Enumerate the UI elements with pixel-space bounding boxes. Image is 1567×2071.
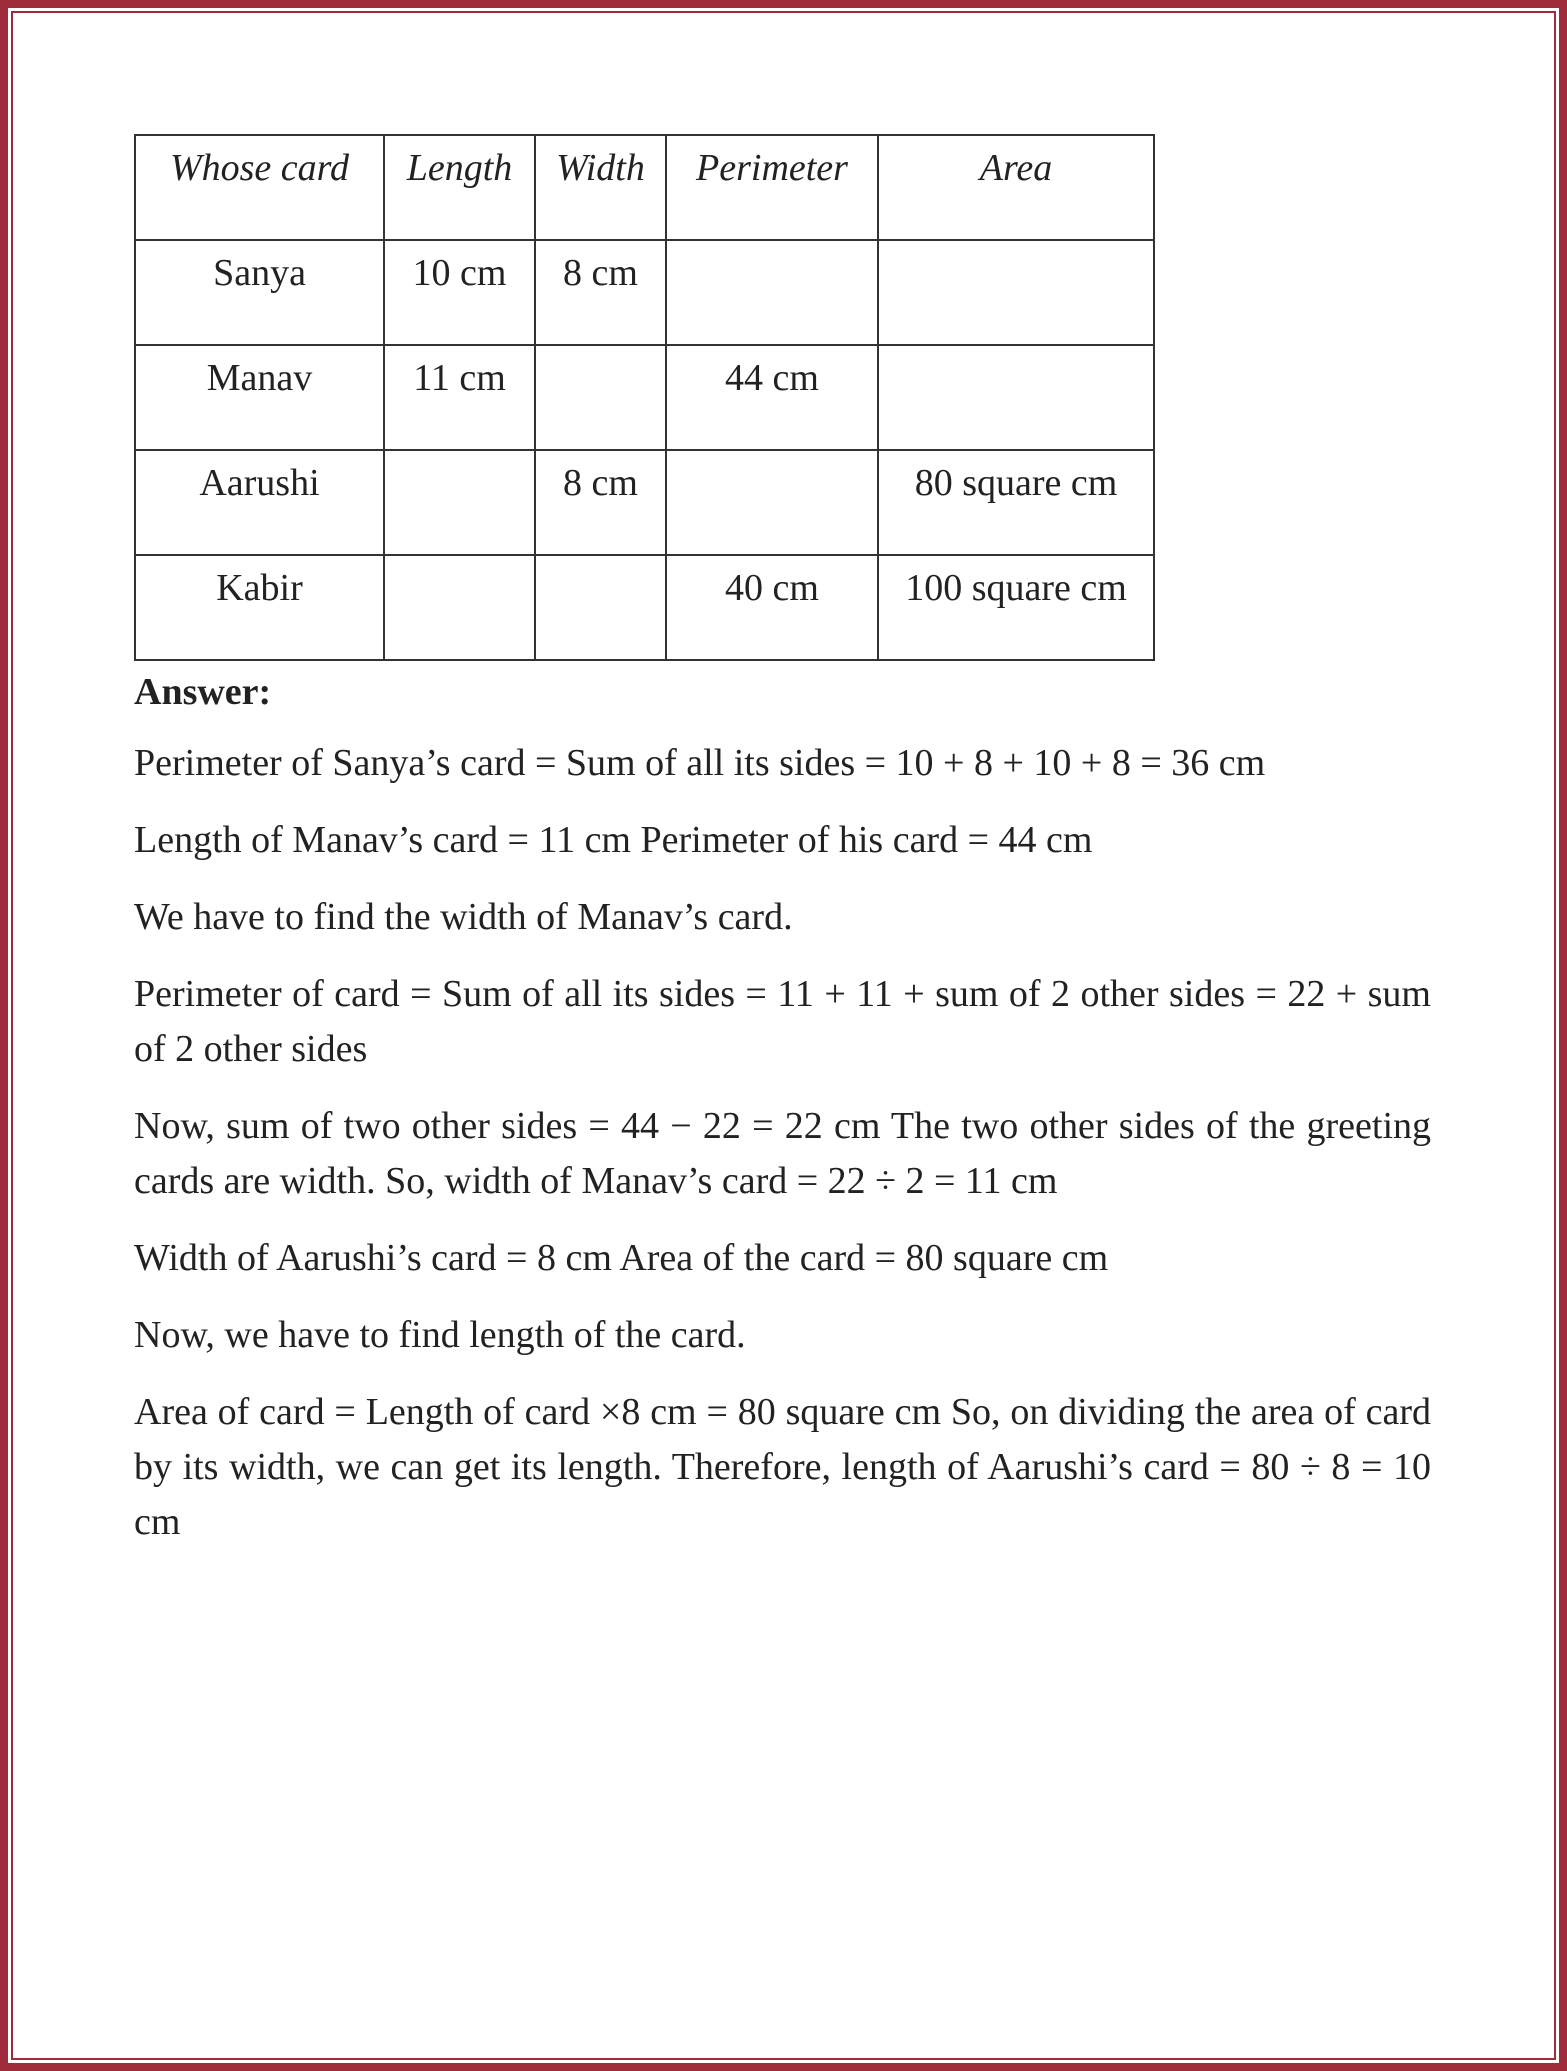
cell-name: Aarushi: [135, 450, 384, 555]
header-perimeter: Perimeter: [666, 135, 878, 240]
cell-perimeter: [666, 240, 878, 345]
cell-area: [878, 345, 1154, 450]
cell-width: 8 cm: [535, 240, 666, 345]
table-row: [135, 555, 1154, 660]
cell-perimeter: [666, 450, 878, 555]
answer-section: [134, 665, 1431, 1572]
answer-paragraph: Length of Manav’s card = 11 cm Perimeter of his card = 44 cm: [134, 819, 1093, 861]
answer-paragraph: Now, we have to find length of the card.: [134, 1314, 746, 1356]
cell-length: [384, 555, 535, 660]
answer-paragraph: Now, sum of two other sides = 44 − 22 = 22 cm The two other sides of the greeting cards are width. So, width of Manav’s card = 22 ÷ 2 = 11 cm: [134, 1105, 1431, 1202]
cell-area: [878, 240, 1154, 345]
answer-paragraph: Width of Aarushi’s card = 8 cm Area of the card = 80 square cm: [134, 1237, 1109, 1279]
header-whose-card: Whose card: [135, 135, 384, 240]
table-row: [135, 450, 1154, 555]
cell-length: [384, 450, 535, 555]
table-row: [135, 240, 1154, 345]
cell-length: 10 cm: [384, 240, 535, 345]
answer-paragraph: Perimeter of card = Sum of all its sides = 11 + 11 + sum of 2 other sides = 22 + sum of 2 other sides: [134, 973, 1431, 1070]
header-length: Length: [384, 135, 535, 240]
cell-width: [535, 345, 666, 450]
answer-heading: Answer:: [134, 671, 272, 713]
table-header-row: [135, 135, 1154, 240]
cell-name: Manav: [135, 345, 384, 450]
cell-perimeter: 44 cm: [666, 345, 878, 450]
table-row: [135, 345, 1154, 450]
cell-perimeter: 40 cm: [666, 555, 878, 660]
cell-area: 100 square cm: [878, 555, 1154, 660]
answer-paragraph: Area of card = Length of card ×8 cm = 80 square cm So, on dividing the area of card by its width, we can get its length. Therefore, length of Aarushi’s card = 80 ÷ 8 = 10 cm: [134, 1391, 1431, 1543]
answer-paragraph: We have to find the width of Manav’s card.: [134, 896, 793, 938]
cell-length: 11 cm: [384, 345, 535, 450]
cell-name: Sanya: [135, 240, 384, 345]
header-area: Area: [878, 135, 1154, 240]
cell-name: Kabir: [135, 555, 384, 660]
cell-area: 80 square cm: [878, 450, 1154, 555]
greeting-card-table: [134, 134, 1155, 661]
answer-paragraph: Perimeter of Sanya’s card = Sum of all its sides = 10 + 8 + 10 + 8 = 36 cm: [134, 742, 1266, 784]
cell-width: 8 cm: [535, 450, 666, 555]
header-width: Width: [535, 135, 666, 240]
cell-width: [535, 555, 666, 660]
